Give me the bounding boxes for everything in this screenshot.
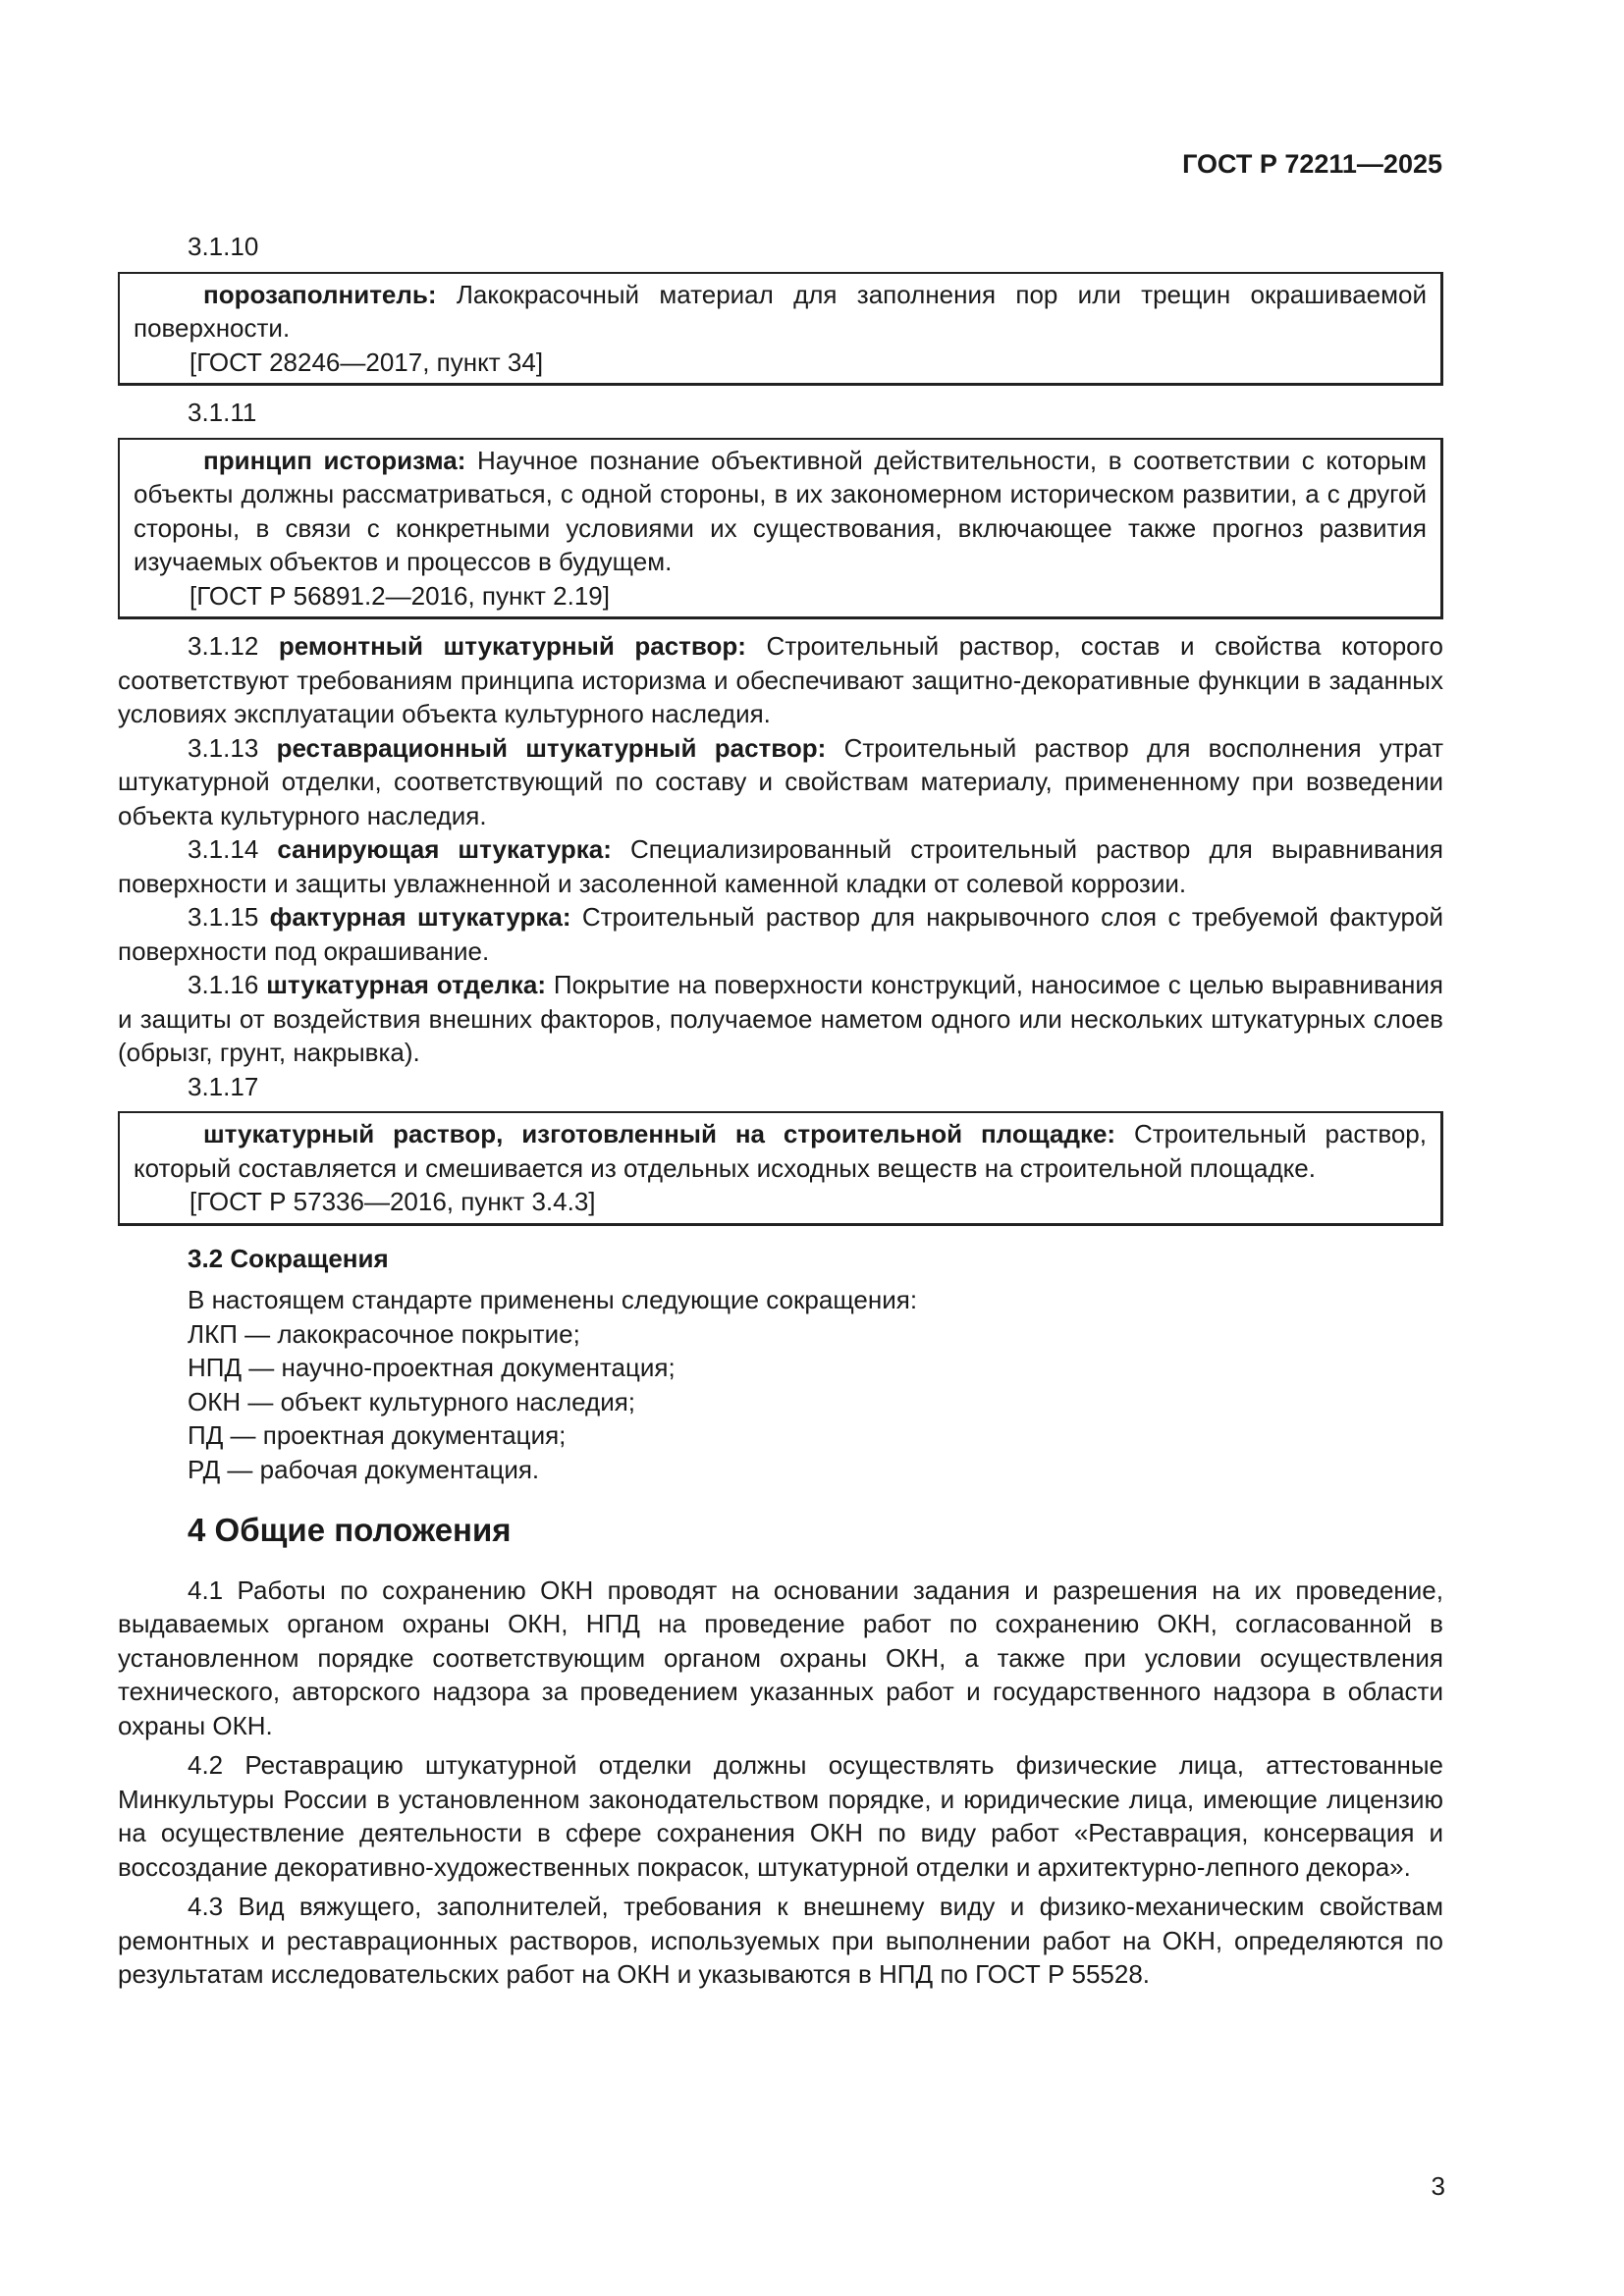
term-3-1-13	[118, 731, 1443, 833]
term-source: [ГОСТ Р 57336—2016, пункт 3.4.3]	[189, 1187, 596, 1216]
term-number: 3.1.10	[188, 232, 259, 261]
paragraph-4-1: 4.1 Работы по сохранению ОКН проводят на основании задания и разрешения на их проведение, выдаваемых органом охраны ОКН, НПД на проведение работ по сохранению ОКН, согласованной в установленном порядке соответствующим органом охраны ОКН, а также при условии осуществления технического, авторского надзора за проведением указанных работ и государственного надзора в области охраны ОКН.	[118, 1575, 1443, 1740]
term-3-1-15	[118, 900, 1443, 968]
term-3-1-16	[118, 968, 1443, 1070]
term-box-3-1-17	[118, 1111, 1443, 1226]
term-name: штукатурная отделка:	[266, 970, 547, 999]
term-definition	[134, 1117, 1427, 1185]
term-number: 3.1.13	[188, 732, 259, 763]
abbreviation-item: ЛКП — лакокрасочное покрытие;	[188, 1318, 580, 1349]
term-name: фактурная штукатурка:	[269, 902, 571, 932]
term-text: Строительный раствор, который составляется и смешивается из отдельных исходных веществ на строительной площадке.	[134, 1119, 1427, 1183]
term-text: Покрытие на поверхности конструкций, наносимое с целью выравнивания и защиты от воздействия внешних факторов, получаемое наметом одного или нескольких штукатурных слоев (обрызг, грунт, накрывка).	[118, 970, 1443, 1067]
term-3-1-12	[118, 629, 1443, 731]
term-text: Строительный раствор для накрывочного слоя с требуемой фактурой поверхности под окрашивание.	[118, 902, 1443, 966]
term-source: [ГОСТ Р 56891.2—2016, пункт 2.19]	[189, 580, 610, 611]
term-name: ремонтный штукатурный раствор:	[278, 631, 746, 661]
abbreviations-intro: В настоящем стандарте применены следующие сокращения:	[188, 1285, 918, 1314]
paragraph-4-3: 4.3 Вид вяжущего, заполнителей, требования к внешнему виду и физико-механическим свойствам ремонтных и реставрационных растворов, используемых при выполнении работ на ОКН, определяются по результатам исследовательских работ на ОКН и указываются в НПД по ГОСТ Р 55528.	[118, 1892, 1443, 1989]
term-number: 3.1.14	[188, 834, 259, 864]
term-number: 3.1.16	[188, 970, 259, 999]
term-name: санирующая штукатурка:	[277, 834, 612, 864]
section-4-heading: 4 Общие положения	[188, 1512, 512, 1548]
term-number: 3.1.11	[188, 398, 257, 427]
abbreviations-heading: 3.2 Сокращения	[188, 1243, 389, 1273]
term-text: Научное познание объективной действительности, в соответствии с которым объекты должны рассматриваться, с одной стороны, в их закономерном историческом развитии, а с другой стороны, в связи с конкретными условиями их существования, включающее также прогноз развития изучаемых объектов и процессов в будущем.	[134, 445, 1427, 576]
paragraph-4-2: 4.2 Реставрацию штукатурной отделки должны осуществлять физические лица, аттестованные Минкультуры России в установленном законодательством порядке, и юридические лица, имеющие лицензию на осуществление деятельности в сфере сохранения ОКН по виду работ «Реставрация, консервация и воссоздание декоративно-художественных покрасок, штукатурной отделки и архитектурно-лепного декора».	[118, 1750, 1443, 1882]
abbreviation-item: РД — рабочая документация.	[188, 1454, 540, 1484]
term-definition	[134, 444, 1427, 579]
term-name: штукатурный раствор, изготовленный на строительной площадке:	[203, 1119, 1116, 1148]
term-text: Строительный раствор для восполнения утрат штукатурной отделки, соответствующий по составу и свойствам материалу, примененному при возведении объекта культурного наследия.	[118, 732, 1443, 830]
term-number: 3.1.17	[188, 1071, 259, 1101]
term-box-3-1-10	[118, 272, 1443, 387]
term-number: 3.1.15	[188, 902, 259, 932]
term-text: Специализированный строительный раствор для выравнивания поверхности и защиты увлажненной и засоленной каменной кладки от солевой коррозии.	[118, 834, 1443, 898]
page-content	[118, 224, 1443, 1992]
term-definition	[134, 278, 1427, 346]
abbreviation-item: НПД — научно-проектная документация;	[188, 1353, 676, 1382]
abbreviation-item: ОКН — объект культурного наследия;	[188, 1386, 636, 1416]
page-number: 3	[1431, 2171, 1445, 2201]
term-text: Лакокрасочный материал для заполнения пор или трещин окрашиваемой поверхности.	[134, 279, 1427, 343]
term-text: Строительный раствор, состав и свойства которого соответствуют требованиям принципа историзма и обеспечивают защитно-декоративные функции в заданных условиях эксплуатации объекта культурного наследия.	[118, 631, 1443, 728]
term-name: реставрационный штукатурный раствор:	[276, 732, 827, 763]
term-number: 3.1.12	[188, 631, 259, 661]
term-name: принцип историзма:	[203, 445, 466, 475]
term-source: [ГОСТ 28246—2017, пункт 34]	[189, 347, 544, 377]
term-name: порозаполнитель:	[203, 279, 437, 309]
document-header: ГОСТ Р 72211—2025	[1182, 149, 1442, 179]
term-box-3-1-11	[118, 438, 1443, 620]
abbreviation-item: ПД — проектная документация;	[188, 1420, 567, 1450]
term-3-1-14	[118, 832, 1443, 900]
